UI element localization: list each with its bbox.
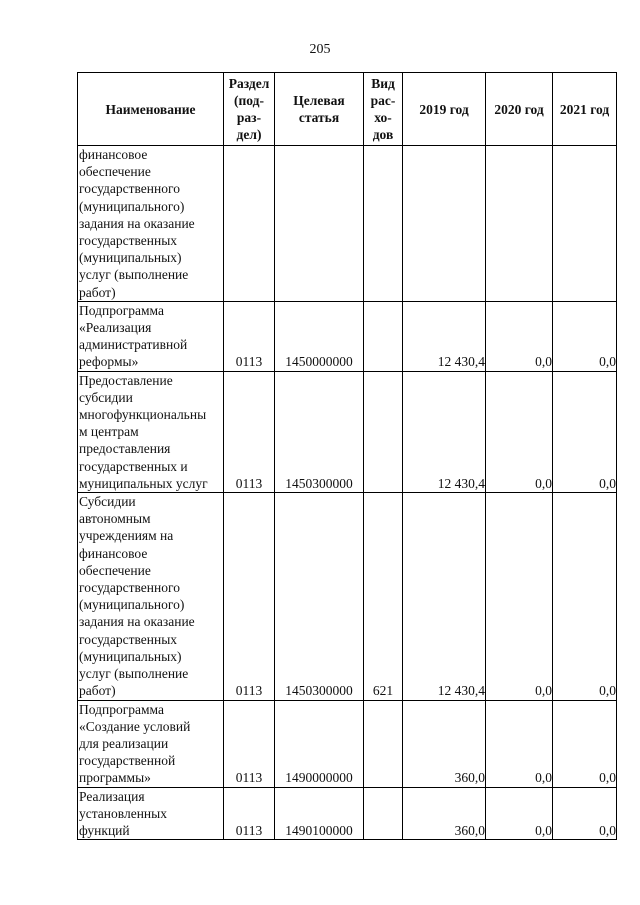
row-name: финансовое обеспечение государственного (муниципального) задания на оказание государственных (муниципальных) услуг (выполнение работ) [78, 146, 224, 302]
row-article: 1450300000 [275, 493, 364, 700]
row-kind [364, 146, 403, 302]
header-name: Наименование [78, 73, 224, 146]
row-name: Реализация установленных функций [78, 787, 224, 840]
row-kind [364, 700, 403, 787]
row-2021: 0,0 [553, 371, 617, 492]
row-2021 [553, 146, 617, 302]
row-section: 0113 [224, 787, 275, 840]
row-name: Предоставление субсидии многофункциональны м центрам предоставления государственных и муниципальных услуг [78, 371, 224, 492]
row-2020: 0,0 [486, 301, 553, 371]
page-number: 205 [309, 42, 331, 57]
header-section: Раздел (под- раз- дел) [224, 73, 275, 146]
row-name: Подпрограмма «Реализация административной реформы» [78, 301, 224, 371]
row-section [224, 146, 275, 302]
row-2020 [486, 146, 553, 302]
row-2019: 12 430,4 [403, 493, 486, 700]
row-article: 1490100000 [275, 787, 364, 840]
table-header-row [78, 73, 617, 146]
table-row [78, 371, 617, 492]
row-name: Субсидии автономным учреждениям на финансовое обеспечение государственного (муниципального) задания на оказание государственных (муниципальных) услуг (выполнение работ) [78, 493, 224, 700]
row-name: Подпрограмма «Создание условий для реализации государственной программы» [78, 700, 224, 787]
row-2019: 360,0 [403, 700, 486, 787]
row-kind [364, 301, 403, 371]
row-2019 [403, 146, 486, 302]
row-article: 1450000000 [275, 301, 364, 371]
header-article: Целевая статья [275, 73, 364, 146]
row-article [275, 146, 364, 302]
row-kind [364, 371, 403, 492]
row-2021: 0,0 [553, 493, 617, 700]
header-2021: 2021 год [553, 73, 617, 146]
table-row [78, 493, 617, 700]
row-2020: 0,0 [486, 700, 553, 787]
row-2019: 12 430,4 [403, 371, 486, 492]
row-kind [364, 787, 403, 840]
row-2020: 0,0 [486, 371, 553, 492]
header-2019: 2019 год [403, 73, 486, 146]
row-2019: 360,0 [403, 787, 486, 840]
row-article: 1450300000 [275, 371, 364, 492]
row-section: 0113 [224, 371, 275, 492]
row-2021: 0,0 [553, 787, 617, 840]
row-article: 1490000000 [275, 700, 364, 787]
row-kind: 621 [364, 493, 403, 700]
table-row [78, 301, 617, 371]
table-row [78, 700, 617, 787]
row-section: 0113 [224, 301, 275, 371]
table-row [78, 787, 617, 840]
row-section: 0113 [224, 493, 275, 700]
row-2020: 0,0 [486, 493, 553, 700]
table-row [78, 146, 617, 302]
budget-table [77, 72, 617, 840]
row-2020: 0,0 [486, 787, 553, 840]
row-2021: 0,0 [553, 301, 617, 371]
row-2021: 0,0 [553, 700, 617, 787]
header-2020: 2020 год [486, 73, 553, 146]
header-kind: Вид рас- хо- дов [364, 73, 403, 146]
row-section: 0113 [224, 700, 275, 787]
row-2019: 12 430,4 [403, 301, 486, 371]
